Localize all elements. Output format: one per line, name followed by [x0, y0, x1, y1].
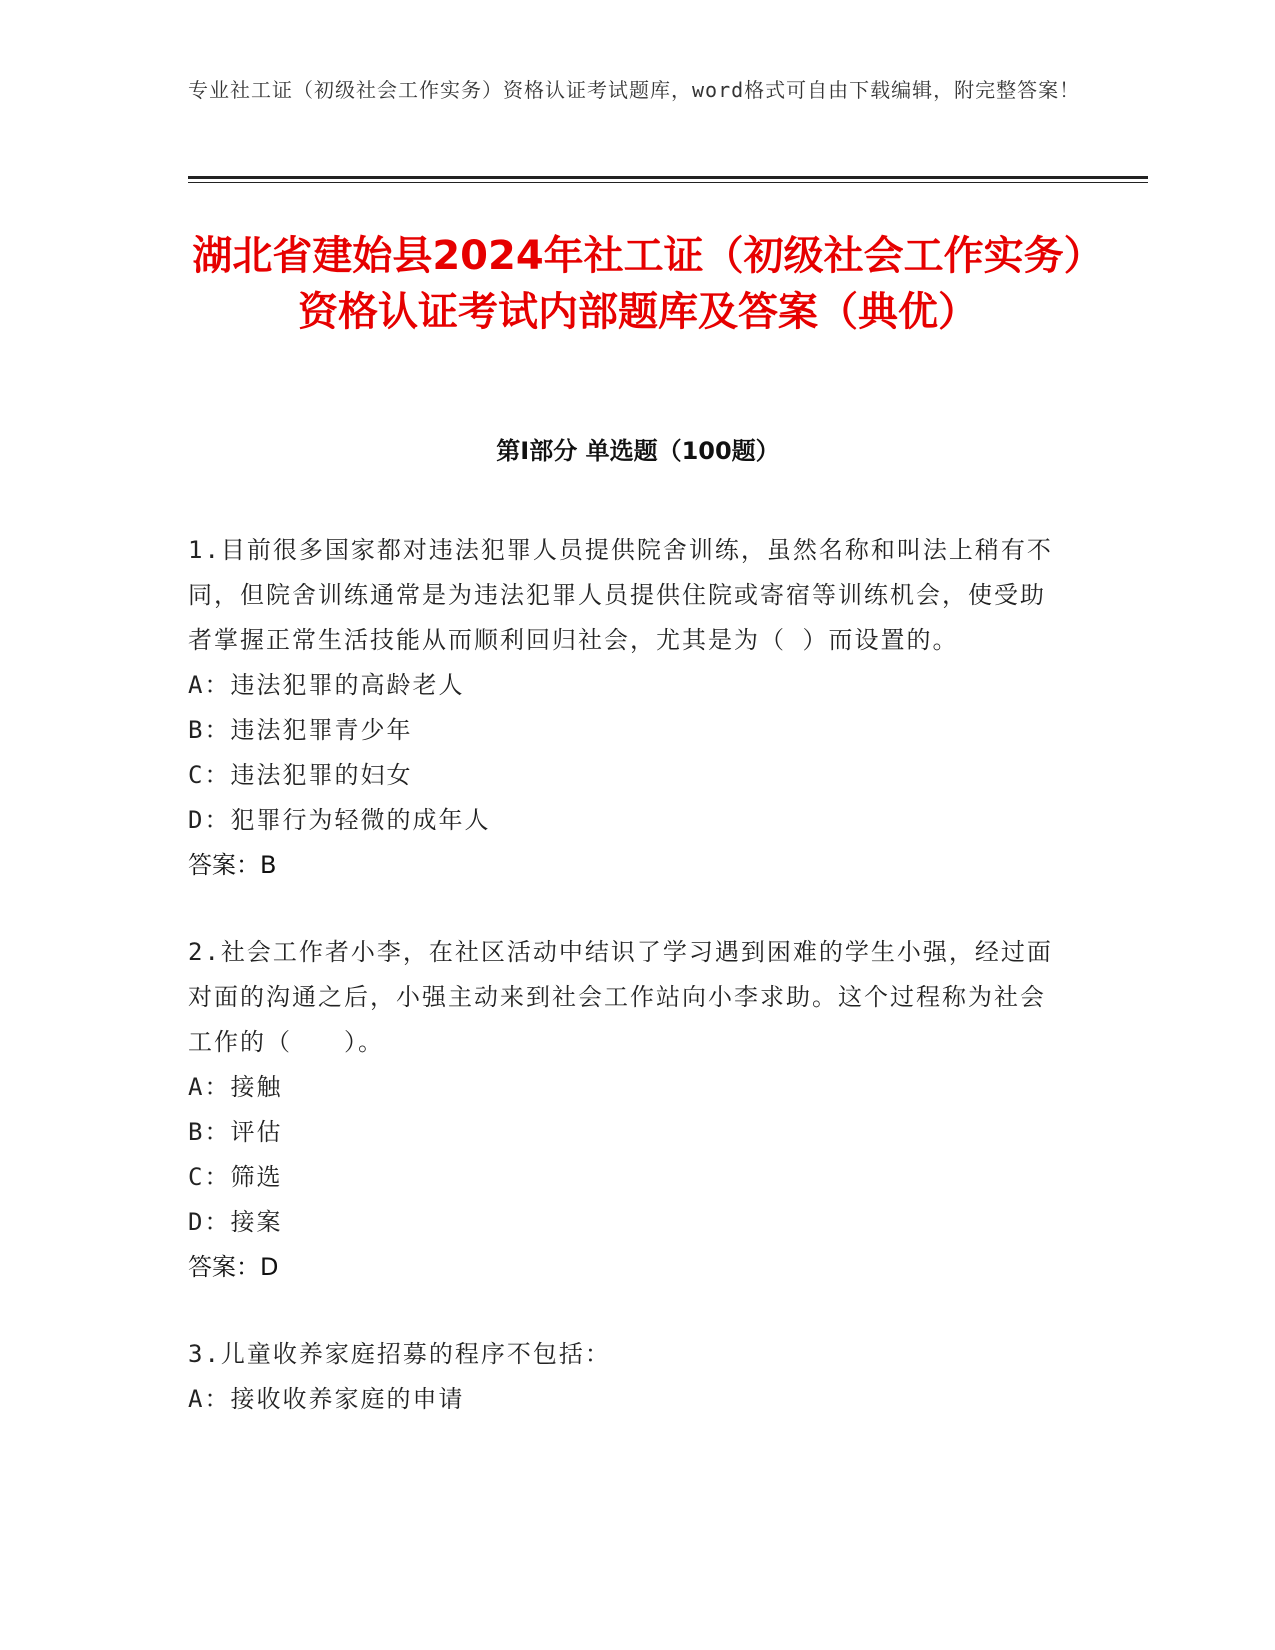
question-item [188, 930, 1068, 1290]
option-c: C：违法犯罪的妇女 [188, 761, 413, 789]
option-b: B：违法犯罪青少年 [188, 716, 413, 744]
question-text: 1.目前很多国家都对违法犯罪人员提供院舍训练，虽然名称和叫法上稍有不同，但院舍训练通常是为违法犯罪人员提供住院或寄宿等训练机会，使受助者掌握正常生活技能从而顺利回归社会，尤其是为（ ）而设置的。 [188, 536, 1053, 654]
option-d: D：接案 [188, 1208, 283, 1236]
option-d: D：犯罪行为轻微的成年人 [188, 806, 491, 834]
header-rule-thick [188, 176, 1148, 179]
option-b: B：评估 [188, 1118, 283, 1146]
document-title: 湖北省建始县2024年社工证（初级社会工作实务）资格认证考试内部题库及答案（典优） [192, 233, 1084, 335]
option-a: A：接收收养家庭的申请 [188, 1385, 465, 1413]
header-note: 专业社工证（初级社会工作实务）资格认证考试题库，word格式可自由下载编辑，附完整答案！ [188, 78, 1081, 102]
section-heading: 第Ⅰ部分 单选题（100题） [496, 437, 780, 465]
question-item [188, 1332, 1068, 1422]
answer-text: 答案：B [188, 851, 277, 879]
question-item [188, 528, 1068, 888]
option-a: A：违法犯罪的高龄老人 [188, 671, 465, 699]
header-rule-thin [188, 182, 1148, 183]
answer-text: 答案：D [188, 1253, 279, 1281]
question-list [188, 528, 1068, 1464]
option-c: C：筛选 [188, 1163, 283, 1191]
option-a: A：接触 [188, 1073, 283, 1101]
question-text: 3.儿童收养家庭招募的程序不包括： [188, 1340, 611, 1368]
question-text: 2.社会工作者小李，在社区活动中结识了学习遇到困难的学生小强，经过面对面的沟通之后，小强主动来到社会工作站向小李求助。这个过程称为社会工作的（ ）。 [188, 938, 1053, 1056]
